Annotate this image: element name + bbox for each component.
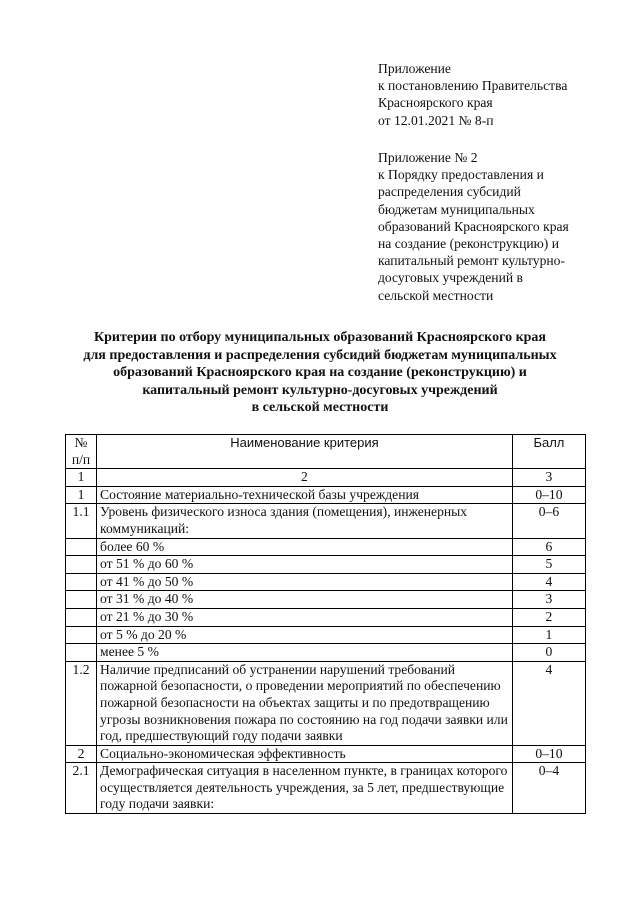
- table-row: [66, 763, 586, 814]
- column-index-3: 3: [512, 469, 585, 487]
- row-score: 5: [512, 556, 585, 574]
- row-score: 0–10: [512, 486, 585, 504]
- appendix-header-resolution: [378, 60, 628, 129]
- row-number: 1: [66, 486, 97, 504]
- appendix-line: на создание (реконструкцию) и: [378, 236, 559, 252]
- title-line: Критерии по отбору муниципальных образований Красноярского края: [93, 330, 547, 345]
- table-row: [66, 573, 586, 591]
- row-number: [66, 573, 97, 591]
- table-row: [66, 661, 586, 745]
- document-title: [40, 329, 600, 417]
- row-criterion: Наличие предписаний об устранении нарушений требований пожарной безопасности, о проведении мероприятий по обеспечению пожарной безопасности на объектах защиты и по предотвращению угрозы возникновения пожара по состоянию на год подачи заявки или год, предшествующий году подачи заявки: [97, 661, 513, 745]
- row-score: 4: [512, 573, 585, 591]
- row-score: 6: [512, 538, 585, 556]
- appendix-line: Красноярского края: [378, 95, 493, 111]
- row-number: [66, 626, 97, 644]
- row-criterion: от 41 % до 50 %: [97, 573, 513, 591]
- table-row: [66, 626, 586, 644]
- table-row: [66, 556, 586, 574]
- row-number: [66, 591, 97, 609]
- title-line: для предоставления и распределения субсидий бюджетам муниципальных: [83, 347, 557, 363]
- row-score: 4: [512, 661, 585, 745]
- table-row: [66, 486, 586, 504]
- appendix-header-procedure: [378, 149, 628, 304]
- appendix-line: Приложение: [378, 61, 451, 76]
- row-criterion: более 60 %: [97, 538, 513, 556]
- appendix-line: бюджетам муниципальных: [378, 201, 535, 217]
- header-name-cell: Наименование критерия: [97, 435, 513, 469]
- table-row: [66, 538, 586, 556]
- row-score: 2: [512, 608, 585, 626]
- row-criterion: Уровень физического износа здания (помещения), инженерных коммуникаций:: [97, 504, 513, 538]
- column-index-1: 1: [66, 469, 97, 487]
- header-score-cell: Балл: [512, 435, 585, 469]
- title-line: образований Красноярского края на создание (реконструкцию) и: [113, 365, 527, 381]
- appendix-line: капитальный ремонт культурно-: [378, 253, 565, 269]
- row-number: [66, 538, 97, 556]
- table-row: [66, 644, 586, 662]
- row-number: 1.2: [66, 661, 97, 745]
- appendix-line: сельской местности: [378, 287, 494, 303]
- title-line: в сельской местности: [251, 400, 389, 416]
- row-score: 0: [512, 644, 585, 662]
- row-number: 2: [66, 745, 97, 763]
- appendix-line: Приложение № 2: [378, 150, 478, 165]
- table-row: [66, 504, 586, 538]
- appendix-line: к постановлению Правительства: [378, 78, 568, 94]
- header-number-cell: [66, 435, 97, 469]
- table-row: [66, 608, 586, 626]
- criteria-table: [65, 434, 586, 814]
- row-score: 0–6: [512, 504, 585, 538]
- row-score: 3: [512, 591, 585, 609]
- table-row: [66, 591, 586, 609]
- column-index-row: [66, 469, 586, 487]
- header-number-abbrev: п/п: [71, 451, 91, 467]
- row-criterion: Социально-экономическая эффективность: [97, 745, 513, 763]
- row-criterion: от 5 % до 20 %: [97, 626, 513, 644]
- row-score: 0–4: [512, 763, 585, 814]
- row-criterion: от 51 % до 60 %: [97, 556, 513, 574]
- row-criterion: от 21 % до 30 %: [97, 608, 513, 626]
- appendix-line: образований Красноярского края: [378, 218, 569, 234]
- row-number: [66, 644, 97, 662]
- column-index-2: 2: [97, 469, 513, 487]
- title-line: капитальный ремонт культурно-досуговых учреждений: [142, 382, 498, 398]
- row-number: 2.1: [66, 763, 97, 814]
- appendix-line: от 12.01.2021 № 8-п: [378, 112, 494, 128]
- row-criterion: менее 5 %: [97, 644, 513, 662]
- row-score: 1: [512, 626, 585, 644]
- row-criterion: Состояние материально-технической базы учреждения: [97, 486, 513, 504]
- header-number-symbol: №: [74, 435, 88, 450]
- table-header-row: [66, 435, 586, 469]
- row-score: 0–10: [512, 745, 585, 763]
- appendix-line: досуговых учреждений в: [378, 270, 523, 286]
- appendix-line: к Порядку предоставления и: [378, 167, 544, 183]
- row-number: [66, 608, 97, 626]
- appendix-line: распределения субсидий: [378, 184, 521, 200]
- row-number: 1.1: [66, 504, 97, 538]
- table-row: [66, 745, 586, 763]
- row-criterion: Демографическая ситуация в населенном пункте, в границах которого осуществляется деятельность учреждения, за 5 лет, предшествующие году подачи заявки:: [97, 763, 513, 814]
- row-number: [66, 556, 97, 574]
- row-criterion: от 31 % до 40 %: [97, 591, 513, 609]
